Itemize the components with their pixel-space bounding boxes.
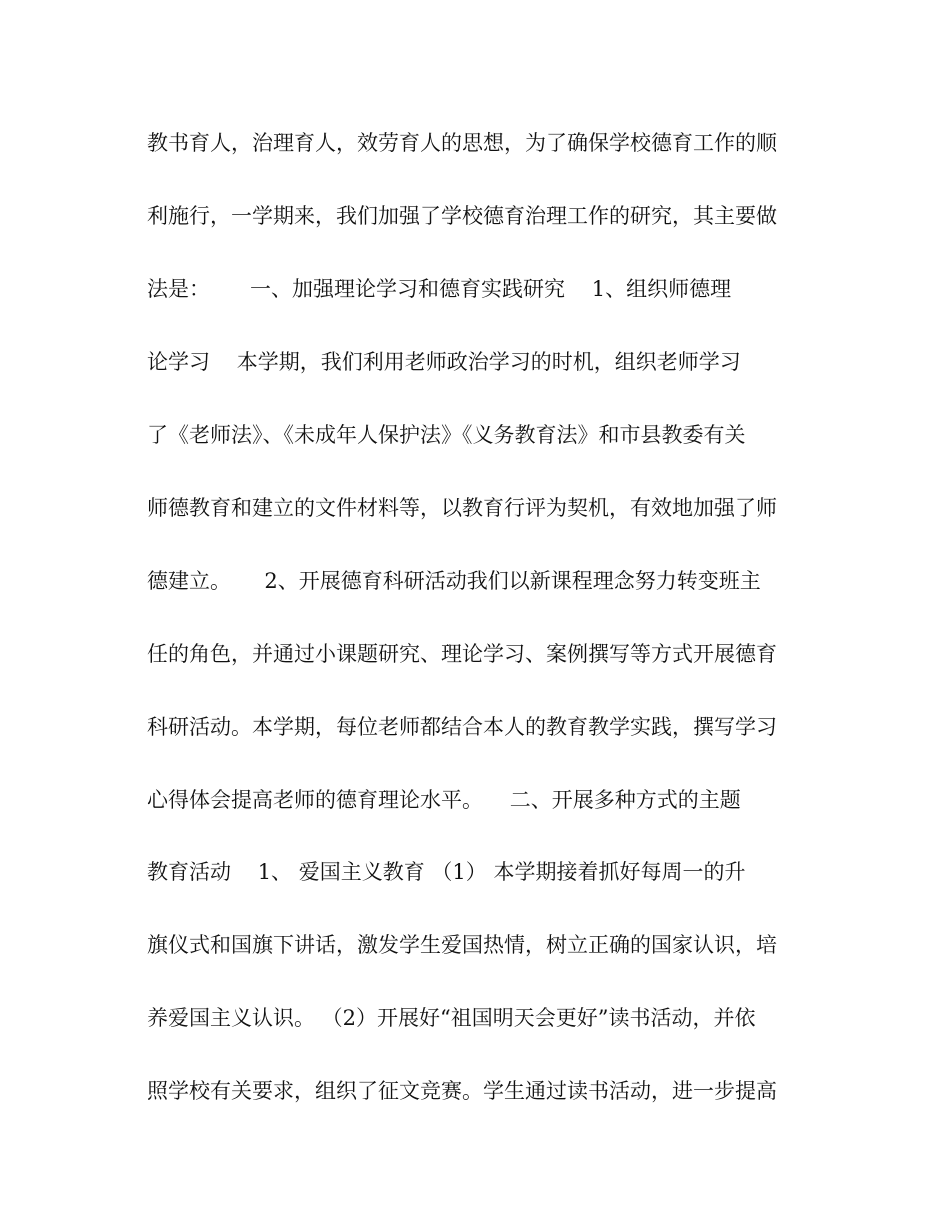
body-text-line: 法是： 一、加强理论学习和德育实践研究 1、组织师德理 [147, 277, 732, 301]
body-text-line: 教育活动 1、 爱国主义教育 （1） 本学期接着抓好每周一的升 [147, 860, 746, 884]
body-text-line: 德建立。 2、开展德育科研活动我们以新课程理念努力转变班主 [147, 569, 761, 593]
body-text-line: 照学校有关要求，组织了征文竞赛。学生通过读书活动，进一步提高 [147, 1079, 777, 1103]
body-text-line: 旗仪式和国旗下讲话，激发学生爱国热情，树立正确的国家认识，培 [147, 933, 777, 957]
body-text-line: 师德教育和建立的文件材料等，以教育行评为契机，有效地加强了师 [147, 496, 777, 520]
body-text-line: 科研活动。本学期，每位老师都结合本人的教育教学实践，撰写学习 [147, 715, 777, 739]
body-text-line: 论学习 本学期，我们利用老师政治学习的时机，组织老师学习 [147, 350, 741, 374]
body-text-line: 教书育人，治理育人，效劳育人的思想，为了确保学校德育工作的顺 [147, 131, 777, 155]
body-text-line: 心得体会提高老师的德育理论水平。 二、开展多种方式的主题 [147, 788, 741, 812]
body-text-line: 利施行，一学期来，我们加强了学校德育治理工作的研究，其主要做 [147, 204, 777, 228]
body-text-line: 了《老师法》、《未成年人保护法》《义务教育法》和市县教委有关 [147, 423, 746, 447]
body-text-line: 任的角色，并通过小课题研究、理论学习、案例撰写等方式开展德育 [147, 642, 777, 666]
body-text-line: 养爱国主义认识。 （2）开展好“祖国明天会更好”读书活动，并依 [147, 1006, 756, 1030]
